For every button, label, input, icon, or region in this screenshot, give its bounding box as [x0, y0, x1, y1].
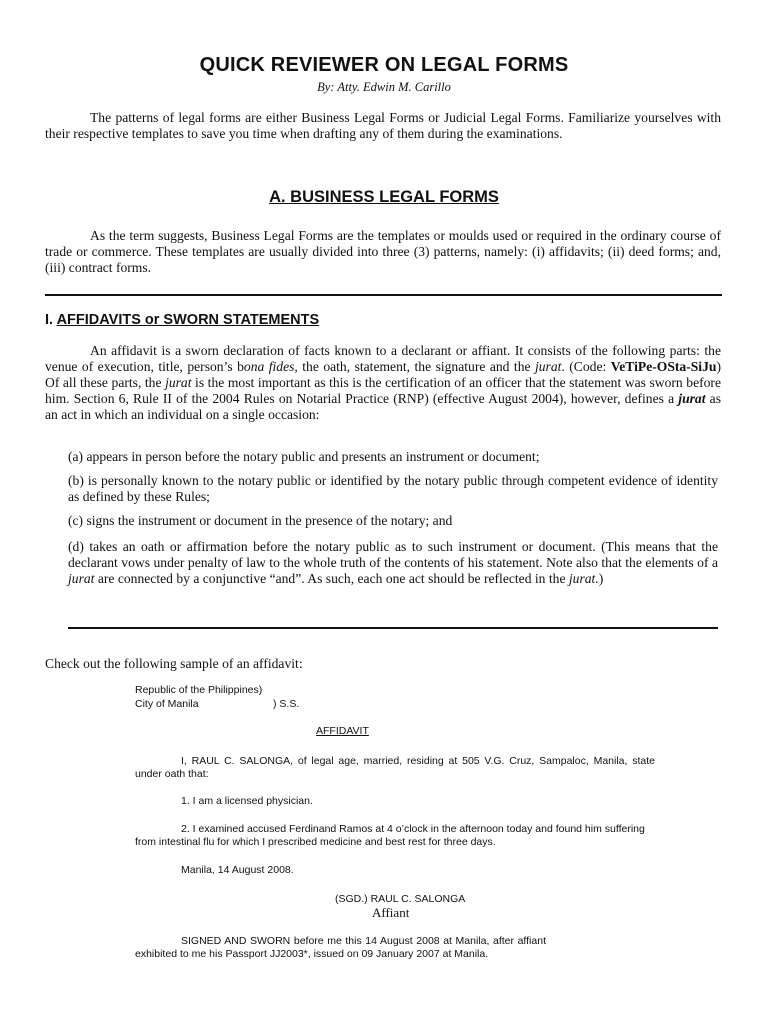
sample-item: 1. I am a licensed physician.	[181, 795, 313, 807]
sample-affiant-label: Affiant	[372, 905, 410, 920]
sample-jurat: SIGNED AND SWORN before me this 14 August 2008 at Manila, after affiant exhibited to me his Passport JJ2003*, issued on 09 January 2007 at Manila.	[135, 935, 546, 960]
sample-venue-ss: ) S.S.	[273, 698, 300, 710]
section-i-heading: I. AFFIDAVITS or SWORN STATEMENTS	[45, 312, 320, 328]
affidavit-definition-paragraph: An affidavit is a sworn declaration of facts known to a declarant or affiant. It consists of the following parts: the venue of execution, title, person’s bona fides, the oath, statement, the signature and the jurat. (Code: VeTiPe-OSta-SiJu) Of all these parts, the jurat is the most important as this is the certification of an officer that the statement was sworn before him. Section 6, Rule II of the 2004 Rules on Notarial Practice (RNP) (effective August 2004), however, defines a jurat as an act in which an individual on a single occasion:	[45, 343, 721, 422]
sample-heading: AFFIDAVIT	[316, 725, 369, 737]
sample-venue-line: City of Manila	[135, 698, 199, 710]
section-a-heading: A. BUSINESS LEGAL FORMS	[269, 188, 499, 206]
list-item: (a) appears in person before the notary public and presents an instrument or document;	[68, 449, 540, 464]
sample-place-date: Manila, 14 August 2008.	[181, 864, 294, 876]
list-item: (d) takes an oath or affirmation before the notary public as to such instrument or document. (This means that the declarant vows under penalty of law to the whole truth of the contents of his statement. Note also that the elements of a jurat are connected by a conjunctive “and”. As such, each one act should be reflected in the jurat.)	[68, 539, 718, 586]
author-byline: By: Atty. Edwin M. Carillo	[317, 80, 451, 94]
divider-line	[68, 627, 718, 629]
list-item: (b) is personally known to the notary public or identified by the notary public through competent evidence of identity as defined by these Rules;	[68, 473, 718, 504]
sample-venue-line: Republic of the Philippines)	[135, 684, 263, 696]
intro-paragraph: The patterns of legal forms are either Business Legal Forms or Judicial Legal Forms. Familiarize yourselves with their respective templates to save you time when drafting any of them during the examinations.	[45, 110, 721, 141]
sample-paragraph: I, RAUL C. SALONGA, of legal age, married, residing at 505 V.G. Cruz, Sampaloc, Manila, state under oath that:	[135, 755, 655, 780]
section-a-paragraph: As the term suggests, Business Legal Forms are the templates or moulds used or required in the ordinary course of trade or commerce. These templates are usually divided into three (3) patterns, namely: (i) affidavits; (ii) deed forms; and, (iii) contract forms.	[45, 228, 721, 275]
divider-line	[45, 294, 722, 296]
sample-item: 2. I examined accused Ferdinand Ramos at 4 o’clock in the afternoon today and found him suffering from intestinal flu for which I prescribed medicine and best rest for three days.	[135, 823, 645, 848]
list-item: (c) signs the instrument or document in the presence of the notary; and	[68, 513, 453, 528]
sample-signature-line: (SGD.) RAUL C. SALONGA	[335, 893, 466, 905]
sample-intro: Check out the following sample of an affidavit:	[45, 656, 303, 671]
document-title: QUICK REVIEWER ON LEGAL FORMS	[199, 54, 569, 76]
